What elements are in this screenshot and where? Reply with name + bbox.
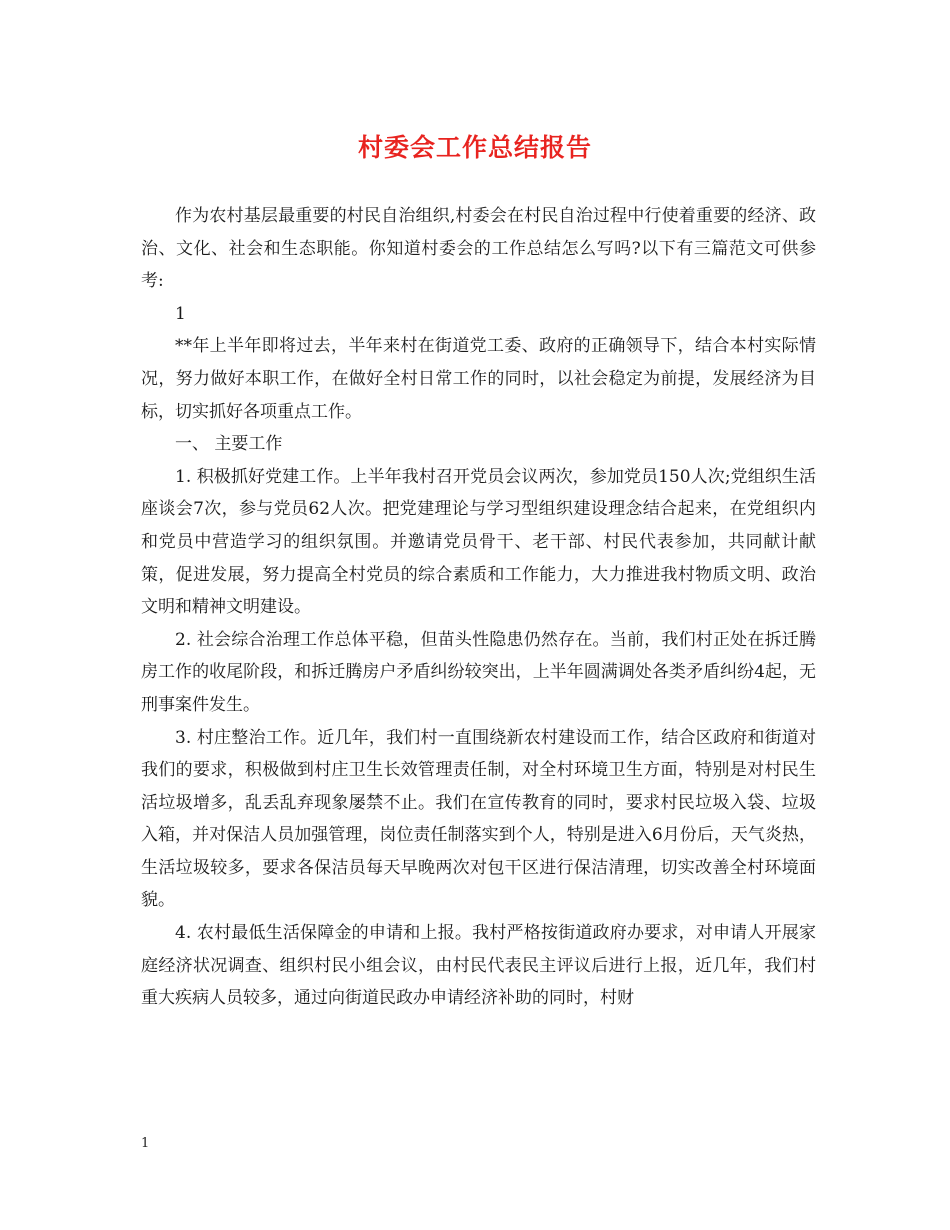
section-heading: 一、 主要工作 [175,434,283,455]
item-party-building: 1. 积极抓好党建工作。上半年我村召开党员会议两次，参加党员150人次;党组织生活座谈会7次，参与党员62人次。把党建理论与学习型组织建设理念结合起来，在党组织内和党员中营造学习的组织氛围。并邀请党员骨干、老干部、村民代表参加，共同献计献策，促进发展，努力提高全村党员的综合素质和工作能力，大力推进我村物质文明、政治文明和精神文明建设。 [141,466,816,618]
item-social-governance: 2. 社会综合治理工作总体平稳，但苗头性隐患仍然存在。当前，我们村正处在拆迁腾房工作的收尾阶段，和拆迁腾房户矛盾纠纷较突出，上半年圆满调处各类矛盾纠纷4起，无刑事案件发生。 [141,629,816,715]
document-title: 村委会工作总结报告 [357,133,592,162]
intro-paragraph: 作为农村基层最重要的村民自治组织,村委会在村民自治过程中行使着重要的经济、政治、文化、社会和生态职能。你知道村委会的工作总结怎么写吗?以下有三篇范文可供参考: [141,206,816,292]
item-village-rectification: 3. 村庄整治工作。近几年，我们村一直围绕新农村建设而工作，结合区政府和街道对我们的要求，积极做到村庄卫生长效管理责任制，对全村环境卫生方面，特别是对村民生活垃圾增多，乱丢乱弃现象屡禁不止。我们在宣传教育的同时，要求村民垃圾入袋、垃圾入箱，并对保洁人员加强管理，岗位责任制落实到个人，特别是进入6月份后，天气炎热，生活垃圾较多，要求各保洁员每天早晚两次对包干区进行保洁清理，切实改善全村环境面貌。 [141,727,816,911]
section-number: 1 [175,303,186,324]
summary-paragraph: **年上半年即将过去，半年来村在街道党工委、政府的正确领导下，结合本村实际情况，努力做好本职工作，在做好全村日常工作的同时，以社会稳定为前提，发展经济为目标，切实抓好各项重点工作。 [141,336,816,422]
document-body [141,200,816,1015]
page-number: 1 [141,1136,150,1151]
item-minimum-living-security: 4. 农村最低生活保障金的申请和上报。我村严格按街道政府办要求，对申请人开展家庭经济状况调查、组织村民小组会议，由村民代表民主评议后进行上报，近几年，我们村重大疾病人员较多，通过向街道民政办申请经济补助的同时，村财 [141,923,816,1009]
